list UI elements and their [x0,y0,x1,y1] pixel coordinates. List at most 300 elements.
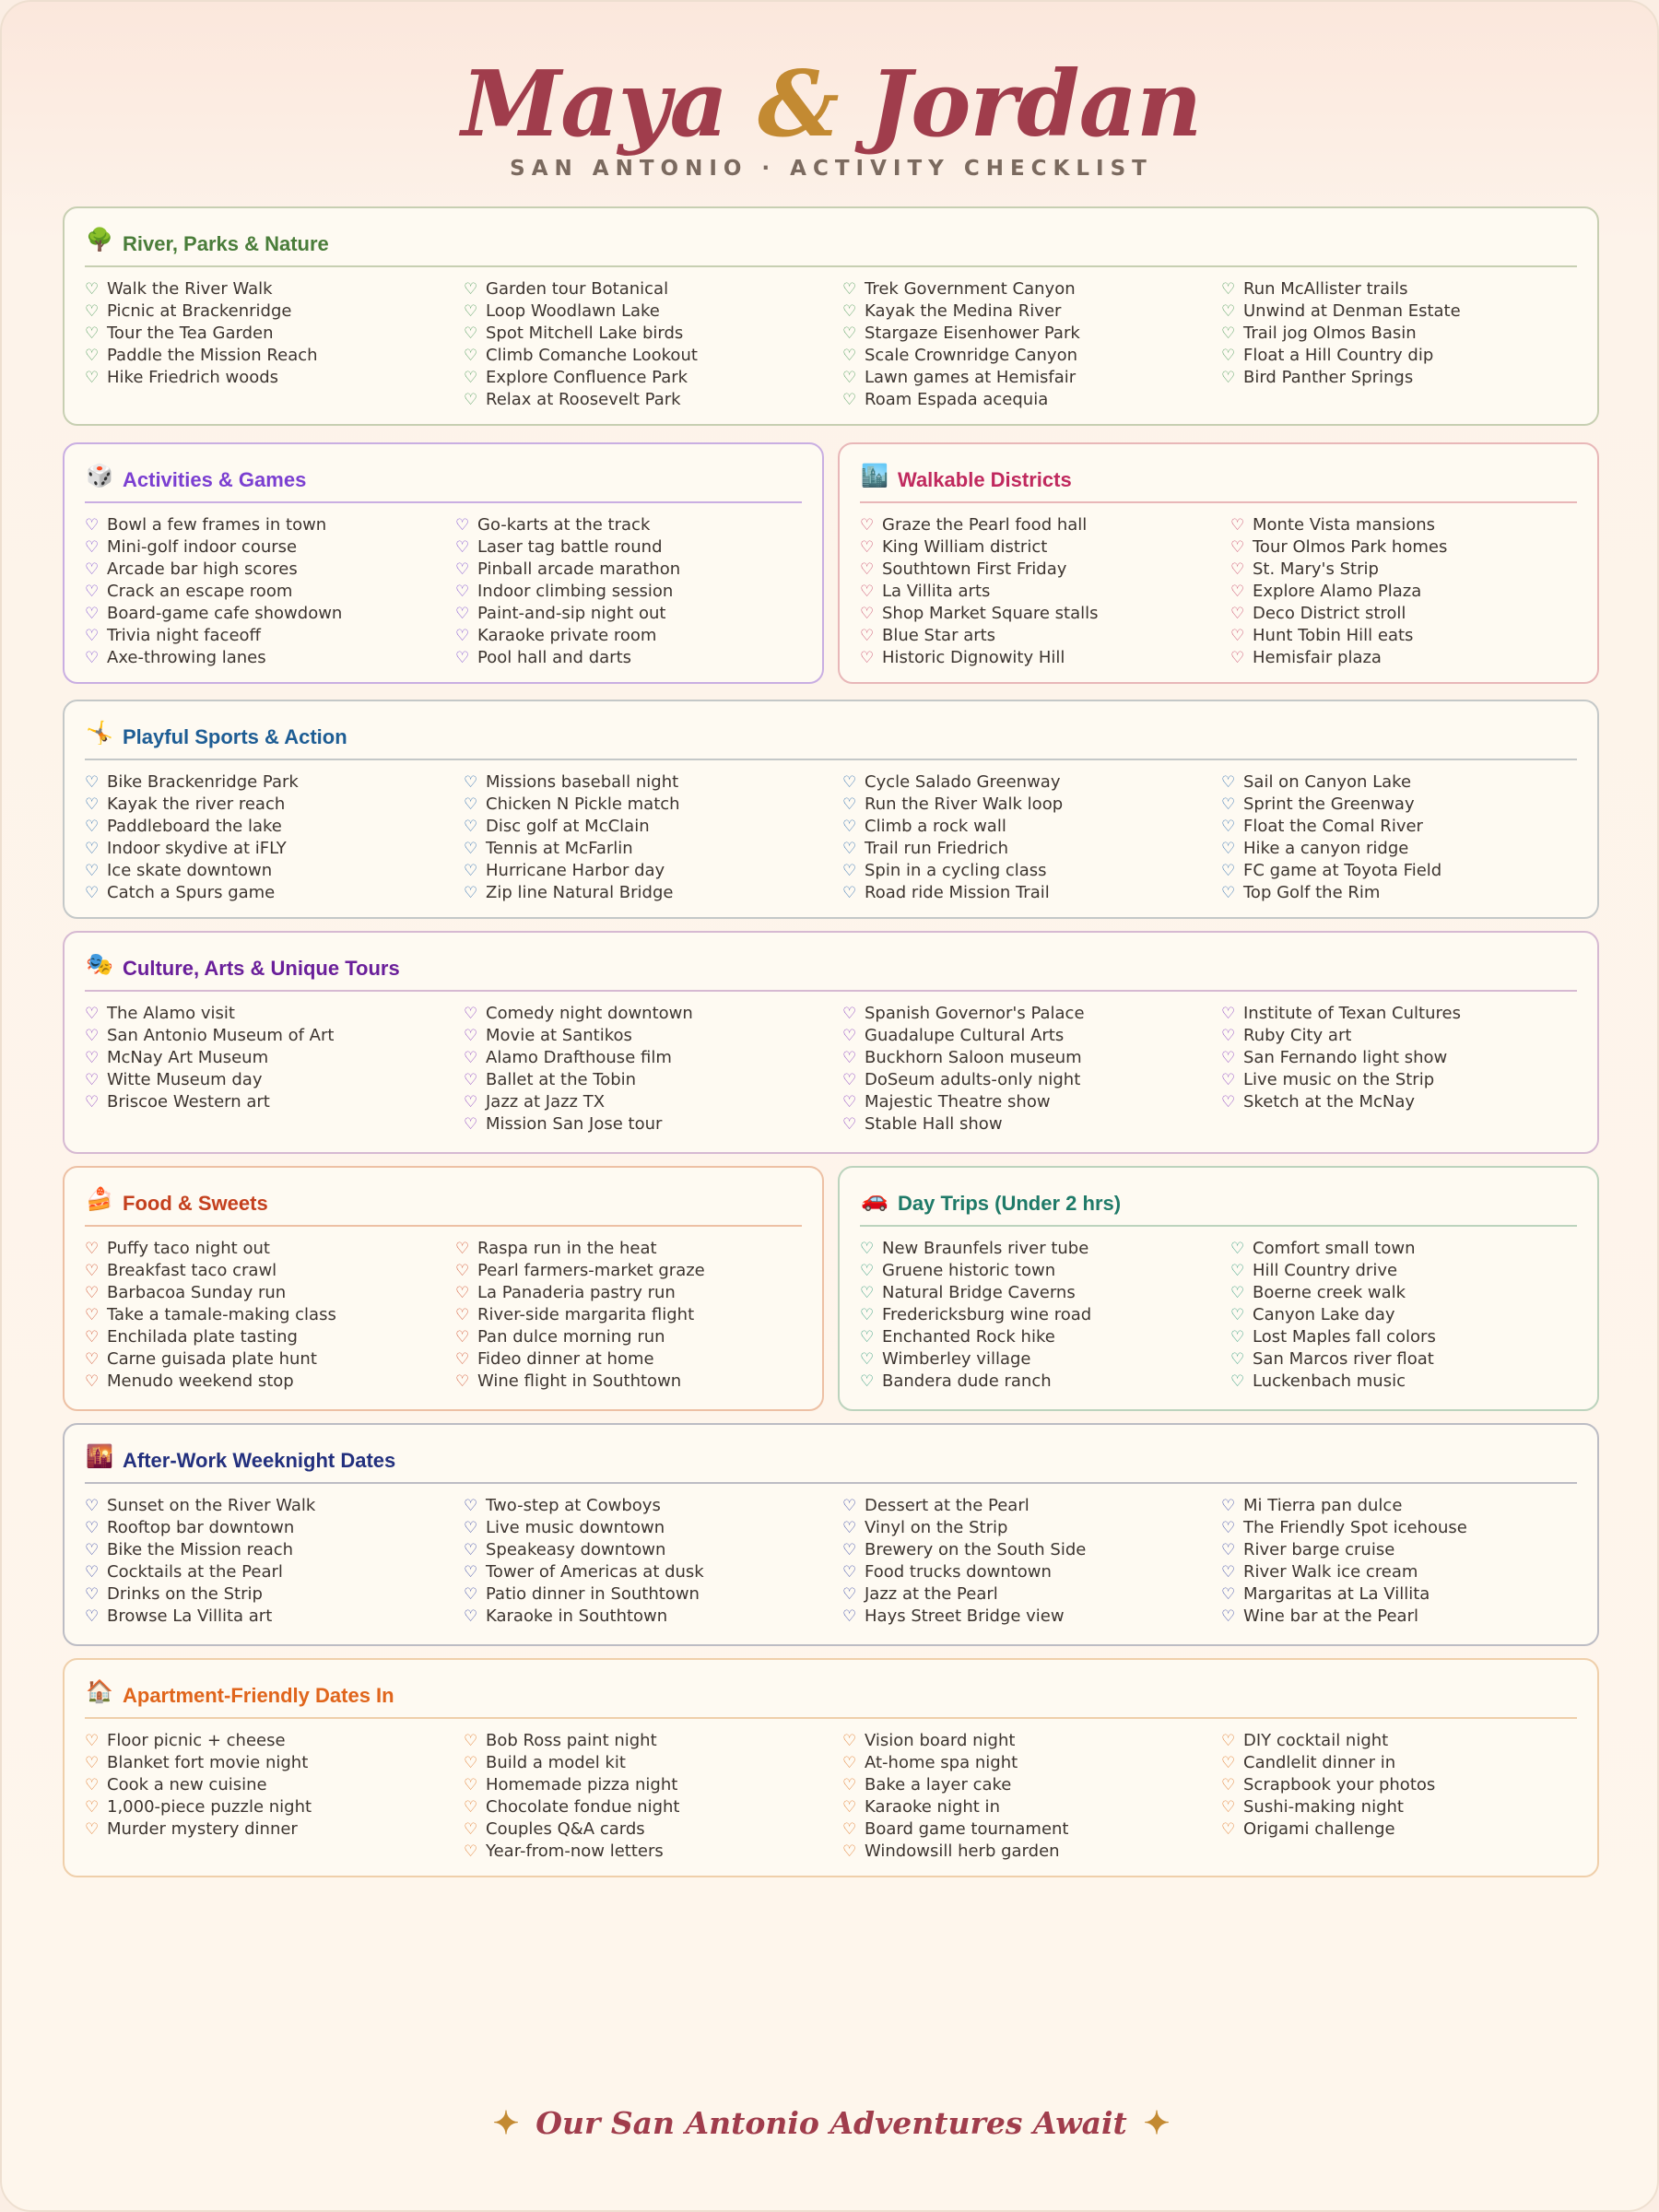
heart-checkbox-icon[interactable]: ♡ [85,1071,100,1089]
checklist-item[interactable] [860,581,1099,603]
checklist-item[interactable] [1230,625,1447,647]
checklist-item[interactable] [1230,1371,1436,1393]
checklist-item[interactable] [464,1517,704,1539]
checklist-item[interactable] [1230,1238,1436,1260]
checklist-item[interactable] [860,625,1099,647]
heart-checkbox-icon[interactable]: ♡ [464,862,478,880]
checklist-item[interactable] [842,1047,1085,1069]
checklist-item[interactable] [1221,838,1441,860]
heart-checkbox-icon[interactable]: ♡ [85,605,100,623]
checklist-item[interactable] [85,278,318,300]
checklist-item[interactable] [1221,1561,1467,1583]
heart-checkbox-icon[interactable]: ♡ [455,1350,470,1369]
checklist-item[interactable] [85,1260,336,1282]
checklist-item[interactable] [1221,1539,1467,1561]
checklist-item[interactable] [464,1818,679,1841]
checklist-item[interactable] [85,1069,334,1091]
checklist-item[interactable] [464,1495,704,1517]
heart-checkbox-icon[interactable]: ♡ [1221,1049,1236,1067]
heart-checkbox-icon[interactable]: ♡ [85,1585,100,1604]
checklist-item[interactable] [85,559,342,581]
heart-checkbox-icon[interactable]: ♡ [842,1027,857,1045]
heart-checkbox-icon[interactable]: ♡ [85,649,100,667]
checklist-item[interactable] [842,1730,1068,1752]
checklist-item[interactable] [1221,1730,1435,1752]
heart-checkbox-icon[interactable]: ♡ [1221,1798,1236,1817]
checklist-item[interactable] [842,1561,1086,1583]
checklist-item[interactable] [1221,1517,1467,1539]
checklist-item[interactable] [842,882,1063,904]
checklist-item[interactable] [1221,882,1441,904]
heart-checkbox-icon[interactable]: ♡ [1221,773,1236,792]
checklist-item[interactable] [85,625,342,647]
checklist-item[interactable] [1221,1774,1435,1796]
heart-checkbox-icon[interactable]: ♡ [1221,1820,1236,1839]
checklist-item[interactable] [842,1583,1086,1606]
heart-checkbox-icon[interactable]: ♡ [1230,627,1245,645]
checklist-item[interactable] [842,1495,1086,1517]
heart-checkbox-icon[interactable]: ♡ [464,391,478,409]
checklist-item[interactable] [85,367,318,389]
checklist-item[interactable] [464,1113,693,1135]
heart-checkbox-icon[interactable]: ♡ [1221,818,1236,836]
checklist-item[interactable] [842,389,1080,411]
checklist-item[interactable] [455,559,680,581]
checklist-item[interactable] [860,559,1099,581]
checklist-item[interactable] [1221,300,1461,323]
checklist-item[interactable] [860,1282,1091,1304]
heart-checkbox-icon[interactable]: ♡ [842,1585,857,1604]
checklist-item[interactable] [842,794,1063,816]
checklist-item[interactable] [1221,1025,1461,1047]
heart-checkbox-icon[interactable]: ♡ [842,795,857,814]
heart-checkbox-icon[interactable]: ♡ [464,1049,478,1067]
checklist-item[interactable] [85,1752,312,1774]
heart-checkbox-icon[interactable]: ♡ [85,1607,100,1626]
checklist-item[interactable] [1221,1818,1435,1841]
checklist-item[interactable] [85,581,342,603]
heart-checkbox-icon[interactable]: ♡ [842,1820,857,1839]
heart-checkbox-icon[interactable]: ♡ [860,605,875,623]
heart-checkbox-icon[interactable]: ♡ [85,1541,100,1559]
checklist-item[interactable] [455,581,680,603]
heart-checkbox-icon[interactable]: ♡ [842,818,857,836]
heart-checkbox-icon[interactable]: ♡ [842,1071,857,1089]
checklist-item[interactable] [455,536,680,559]
heart-checkbox-icon[interactable]: ♡ [860,1306,875,1324]
heart-checkbox-icon[interactable]: ♡ [842,1842,857,1861]
heart-checkbox-icon[interactable]: ♡ [464,302,478,321]
heart-checkbox-icon[interactable]: ♡ [85,1497,100,1515]
checklist-item[interactable] [85,1003,334,1025]
heart-checkbox-icon[interactable]: ♡ [85,884,100,902]
heart-checkbox-icon[interactable]: ♡ [842,347,857,365]
heart-checkbox-icon[interactable]: ♡ [1221,369,1236,387]
heart-checkbox-icon[interactable]: ♡ [860,1262,875,1280]
checklist-item[interactable] [842,345,1080,367]
heart-checkbox-icon[interactable]: ♡ [842,324,857,343]
checklist-item[interactable] [85,771,299,794]
checklist-item[interactable] [85,1495,315,1517]
heart-checkbox-icon[interactable]: ♡ [85,1328,100,1347]
checklist-item[interactable] [85,323,318,345]
heart-checkbox-icon[interactable]: ♡ [85,1049,100,1067]
checklist-item[interactable] [1230,603,1447,625]
heart-checkbox-icon[interactable]: ♡ [464,1820,478,1839]
checklist-item[interactable] [860,1304,1091,1326]
heart-checkbox-icon[interactable]: ♡ [85,1519,100,1537]
heart-checkbox-icon[interactable]: ♡ [860,538,875,557]
checklist-item[interactable] [85,1583,315,1606]
checklist-item[interactable] [842,816,1063,838]
checklist-item[interactable] [1221,345,1461,367]
heart-checkbox-icon[interactable]: ♡ [1221,1732,1236,1750]
checklist-item[interactable] [85,1796,312,1818]
checklist-item[interactable] [464,816,680,838]
checklist-item[interactable] [1230,1348,1436,1371]
heart-checkbox-icon[interactable]: ♡ [464,795,478,814]
checklist-item[interactable] [842,1752,1068,1774]
checklist-item[interactable] [455,1326,705,1348]
heart-checkbox-icon[interactable]: ♡ [85,1240,100,1258]
checklist-item[interactable] [85,536,342,559]
heart-checkbox-icon[interactable]: ♡ [1221,1776,1236,1794]
heart-checkbox-icon[interactable]: ♡ [455,516,470,535]
checklist-item[interactable] [842,1091,1085,1113]
heart-checkbox-icon[interactable]: ♡ [1230,582,1245,601]
checklist-item[interactable] [842,1113,1085,1135]
heart-checkbox-icon[interactable]: ♡ [860,649,875,667]
checklist-item[interactable] [464,1841,679,1863]
heart-checkbox-icon[interactable]: ♡ [842,1519,857,1537]
heart-checkbox-icon[interactable]: ♡ [464,1776,478,1794]
checklist-item[interactable] [85,1730,312,1752]
checklist-item[interactable] [1221,1495,1467,1517]
checklist-item[interactable] [85,603,342,625]
checklist-item[interactable] [455,603,680,625]
heart-checkbox-icon[interactable]: ♡ [1230,1262,1245,1280]
heart-checkbox-icon[interactable]: ♡ [85,1732,100,1750]
checklist-item[interactable] [842,300,1080,323]
heart-checkbox-icon[interactable]: ♡ [464,1585,478,1604]
heart-checkbox-icon[interactable]: ♡ [860,560,875,579]
heart-checkbox-icon[interactable]: ♡ [1230,516,1245,535]
checklist-item[interactable] [860,1348,1091,1371]
checklist-item[interactable] [842,1796,1068,1818]
heart-checkbox-icon[interactable]: ♡ [860,1240,875,1258]
checklist-item[interactable] [464,1003,693,1025]
checklist-item[interactable] [1221,794,1441,816]
checklist-item[interactable] [1221,1091,1461,1113]
checklist-item[interactable] [842,838,1063,860]
heart-checkbox-icon[interactable]: ♡ [464,347,478,365]
heart-checkbox-icon[interactable]: ♡ [455,1240,470,1258]
checklist-item[interactable] [1221,771,1441,794]
checklist-item[interactable] [842,1003,1085,1025]
heart-checkbox-icon[interactable]: ♡ [1221,324,1236,343]
heart-checkbox-icon[interactable]: ♡ [85,516,100,535]
heart-checkbox-icon[interactable]: ♡ [85,795,100,814]
heart-checkbox-icon[interactable]: ♡ [85,840,100,858]
heart-checkbox-icon[interactable]: ♡ [85,1372,100,1391]
heart-checkbox-icon[interactable]: ♡ [464,884,478,902]
checklist-item[interactable] [1221,1069,1461,1091]
heart-checkbox-icon[interactable]: ♡ [1221,347,1236,365]
checklist-item[interactable] [85,1371,336,1393]
checklist-item[interactable] [464,278,698,300]
checklist-item[interactable] [1230,559,1447,581]
heart-checkbox-icon[interactable]: ♡ [1221,1754,1236,1772]
heart-checkbox-icon[interactable]: ♡ [455,605,470,623]
heart-checkbox-icon[interactable]: ♡ [455,1372,470,1391]
heart-checkbox-icon[interactable]: ♡ [1230,605,1245,623]
heart-checkbox-icon[interactable]: ♡ [842,1798,857,1817]
checklist-item[interactable] [1221,1796,1435,1818]
heart-checkbox-icon[interactable]: ♡ [85,324,100,343]
heart-checkbox-icon[interactable]: ♡ [464,1754,478,1772]
heart-checkbox-icon[interactable]: ♡ [85,1798,100,1817]
heart-checkbox-icon[interactable]: ♡ [464,1541,478,1559]
checklist-item[interactable] [860,536,1099,559]
heart-checkbox-icon[interactable]: ♡ [1221,1607,1236,1626]
heart-checkbox-icon[interactable]: ♡ [85,1005,100,1023]
heart-checkbox-icon[interactable]: ♡ [464,840,478,858]
checklist-item[interactable] [842,367,1080,389]
heart-checkbox-icon[interactable]: ♡ [85,1284,100,1302]
checklist-item[interactable] [464,882,680,904]
heart-checkbox-icon[interactable]: ♡ [85,1262,100,1280]
checklist-item[interactable] [464,1561,704,1583]
checklist-item[interactable] [464,300,698,323]
checklist-item[interactable] [85,860,299,882]
heart-checkbox-icon[interactable]: ♡ [455,560,470,579]
heart-checkbox-icon[interactable]: ♡ [464,369,478,387]
checklist-item[interactable] [860,1371,1091,1393]
heart-checkbox-icon[interactable]: ♡ [842,862,857,880]
heart-checkbox-icon[interactable]: ♡ [455,1284,470,1302]
heart-checkbox-icon[interactable]: ♡ [464,1563,478,1582]
checklist-item[interactable] [1221,1606,1467,1628]
heart-checkbox-icon[interactable]: ♡ [1221,840,1236,858]
heart-checkbox-icon[interactable]: ♡ [1221,1519,1236,1537]
checklist-item[interactable] [464,1539,704,1561]
checklist-item[interactable] [842,1539,1086,1561]
checklist-item[interactable] [455,1238,705,1260]
heart-checkbox-icon[interactable]: ♡ [842,1607,857,1626]
heart-checkbox-icon[interactable]: ♡ [1221,795,1236,814]
heart-checkbox-icon[interactable]: ♡ [464,773,478,792]
heart-checkbox-icon[interactable]: ♡ [1221,280,1236,299]
checklist-item[interactable] [85,838,299,860]
heart-checkbox-icon[interactable]: ♡ [464,1027,478,1045]
checklist-item[interactable] [464,1047,693,1069]
heart-checkbox-icon[interactable]: ♡ [842,1093,857,1112]
heart-checkbox-icon[interactable]: ♡ [455,538,470,557]
heart-checkbox-icon[interactable]: ♡ [85,818,100,836]
heart-checkbox-icon[interactable]: ♡ [1221,1541,1236,1559]
heart-checkbox-icon[interactable]: ♡ [842,280,857,299]
heart-checkbox-icon[interactable]: ♡ [860,1372,875,1391]
heart-checkbox-icon[interactable]: ♡ [85,538,100,557]
checklist-item[interactable] [455,647,680,669]
checklist-item[interactable] [85,1304,336,1326]
heart-checkbox-icon[interactable]: ♡ [842,1541,857,1559]
checklist-item[interactable] [1230,647,1447,669]
heart-checkbox-icon[interactable]: ♡ [1230,1306,1245,1324]
heart-checkbox-icon[interactable]: ♡ [1221,302,1236,321]
checklist-item[interactable] [85,1282,336,1304]
checklist-item[interactable] [85,514,342,536]
heart-checkbox-icon[interactable]: ♡ [1230,1372,1245,1391]
heart-checkbox-icon[interactable]: ♡ [1221,1563,1236,1582]
heart-checkbox-icon[interactable]: ♡ [842,1776,857,1794]
heart-checkbox-icon[interactable]: ♡ [860,516,875,535]
checklist-item[interactable] [85,1818,312,1841]
checklist-item[interactable] [1230,514,1447,536]
heart-checkbox-icon[interactable]: ♡ [1230,538,1245,557]
checklist-item[interactable] [1230,1326,1436,1348]
heart-checkbox-icon[interactable]: ♡ [1230,1328,1245,1347]
heart-checkbox-icon[interactable]: ♡ [85,302,100,321]
heart-checkbox-icon[interactable]: ♡ [842,1732,857,1750]
heart-checkbox-icon[interactable]: ♡ [455,1328,470,1347]
checklist-item[interactable] [1230,536,1447,559]
heart-checkbox-icon[interactable]: ♡ [842,391,857,409]
heart-checkbox-icon[interactable]: ♡ [1221,1585,1236,1604]
checklist-item[interactable] [464,367,698,389]
heart-checkbox-icon[interactable]: ♡ [842,1497,857,1515]
checklist-item[interactable] [1230,1282,1436,1304]
checklist-item[interactable] [464,1774,679,1796]
checklist-item[interactable] [455,514,680,536]
checklist-item[interactable] [464,389,698,411]
checklist-item[interactable] [1221,278,1461,300]
checklist-item[interactable] [842,1774,1068,1796]
heart-checkbox-icon[interactable]: ♡ [85,1776,100,1794]
heart-checkbox-icon[interactable]: ♡ [455,627,470,645]
heart-checkbox-icon[interactable]: ♡ [464,1519,478,1537]
heart-checkbox-icon[interactable]: ♡ [85,1563,100,1582]
heart-checkbox-icon[interactable]: ♡ [464,1607,478,1626]
heart-checkbox-icon[interactable]: ♡ [455,1262,470,1280]
checklist-item[interactable] [464,1069,693,1091]
checklist-item[interactable] [842,1069,1085,1091]
heart-checkbox-icon[interactable]: ♡ [842,884,857,902]
heart-checkbox-icon[interactable]: ♡ [1230,1240,1245,1258]
heart-checkbox-icon[interactable]: ♡ [464,1842,478,1861]
checklist-item[interactable] [85,1517,315,1539]
checklist-item[interactable] [842,1025,1085,1047]
checklist-item[interactable] [860,1326,1091,1348]
checklist-item[interactable] [464,1583,704,1606]
checklist-item[interactable] [85,1047,334,1069]
heart-checkbox-icon[interactable]: ♡ [842,1563,857,1582]
checklist-item[interactable] [860,1238,1091,1260]
heart-checkbox-icon[interactable]: ♡ [85,582,100,601]
checklist-item[interactable] [842,1606,1086,1628]
heart-checkbox-icon[interactable]: ♡ [842,1754,857,1772]
checklist-item[interactable] [85,1238,336,1260]
checklist-item[interactable] [842,860,1063,882]
checklist-item[interactable] [464,1752,679,1774]
heart-checkbox-icon[interactable]: ♡ [85,369,100,387]
heart-checkbox-icon[interactable]: ♡ [464,1093,478,1112]
heart-checkbox-icon[interactable]: ♡ [842,1005,857,1023]
heart-checkbox-icon[interactable]: ♡ [842,1049,857,1067]
checklist-item[interactable] [455,1304,705,1326]
checklist-item[interactable] [1221,367,1461,389]
heart-checkbox-icon[interactable]: ♡ [1221,1005,1236,1023]
checklist-item[interactable] [860,603,1099,625]
heart-checkbox-icon[interactable]: ♡ [842,302,857,321]
heart-checkbox-icon[interactable]: ♡ [860,1350,875,1369]
heart-checkbox-icon[interactable]: ♡ [455,649,470,667]
heart-checkbox-icon[interactable]: ♡ [1230,560,1245,579]
checklist-item[interactable] [455,1371,705,1393]
heart-checkbox-icon[interactable]: ♡ [85,280,100,299]
checklist-item[interactable] [85,1025,334,1047]
checklist-item[interactable] [464,860,680,882]
heart-checkbox-icon[interactable]: ♡ [842,773,857,792]
heart-checkbox-icon[interactable]: ♡ [85,1754,100,1772]
heart-checkbox-icon[interactable]: ♡ [85,862,100,880]
checklist-item[interactable] [464,345,698,367]
checklist-item[interactable] [860,647,1099,669]
checklist-item[interactable] [464,1091,693,1113]
checklist-item[interactable] [455,1282,705,1304]
checklist-item[interactable] [1221,860,1441,882]
heart-checkbox-icon[interactable]: ♡ [85,1027,100,1045]
checklist-item[interactable] [85,1539,315,1561]
heart-checkbox-icon[interactable]: ♡ [860,1284,875,1302]
checklist-item[interactable] [85,794,299,816]
heart-checkbox-icon[interactable]: ♡ [1221,1093,1236,1112]
checklist-item[interactable] [1221,1003,1461,1025]
heart-checkbox-icon[interactable]: ♡ [464,1115,478,1134]
checklist-item[interactable] [1221,1583,1467,1606]
heart-checkbox-icon[interactable]: ♡ [464,1798,478,1817]
checklist-item[interactable] [85,345,318,367]
heart-checkbox-icon[interactable]: ♡ [85,347,100,365]
checklist-item[interactable] [455,1348,705,1371]
heart-checkbox-icon[interactable]: ♡ [455,1306,470,1324]
heart-checkbox-icon[interactable]: ♡ [464,1005,478,1023]
heart-checkbox-icon[interactable]: ♡ [85,1350,100,1369]
checklist-item[interactable] [85,647,342,669]
checklist-item[interactable] [85,1348,336,1371]
checklist-item[interactable] [1221,323,1461,345]
heart-checkbox-icon[interactable]: ♡ [85,1093,100,1112]
heart-checkbox-icon[interactable]: ♡ [464,1071,478,1089]
checklist-item[interactable] [842,323,1080,345]
checklist-item[interactable] [455,625,680,647]
heart-checkbox-icon[interactable]: ♡ [85,773,100,792]
checklist-item[interactable] [455,1260,705,1282]
checklist-item[interactable] [1230,1304,1436,1326]
checklist-item[interactable] [842,278,1080,300]
heart-checkbox-icon[interactable]: ♡ [464,324,478,343]
checklist-item[interactable] [464,838,680,860]
checklist-item[interactable] [1221,1752,1435,1774]
checklist-item[interactable] [860,514,1099,536]
heart-checkbox-icon[interactable]: ♡ [860,1328,875,1347]
heart-checkbox-icon[interactable]: ♡ [464,1732,478,1750]
heart-checkbox-icon[interactable]: ♡ [464,818,478,836]
checklist-item[interactable] [842,1818,1068,1841]
heart-checkbox-icon[interactable]: ♡ [85,1820,100,1839]
checklist-item[interactable] [464,771,680,794]
checklist-item[interactable] [85,300,318,323]
